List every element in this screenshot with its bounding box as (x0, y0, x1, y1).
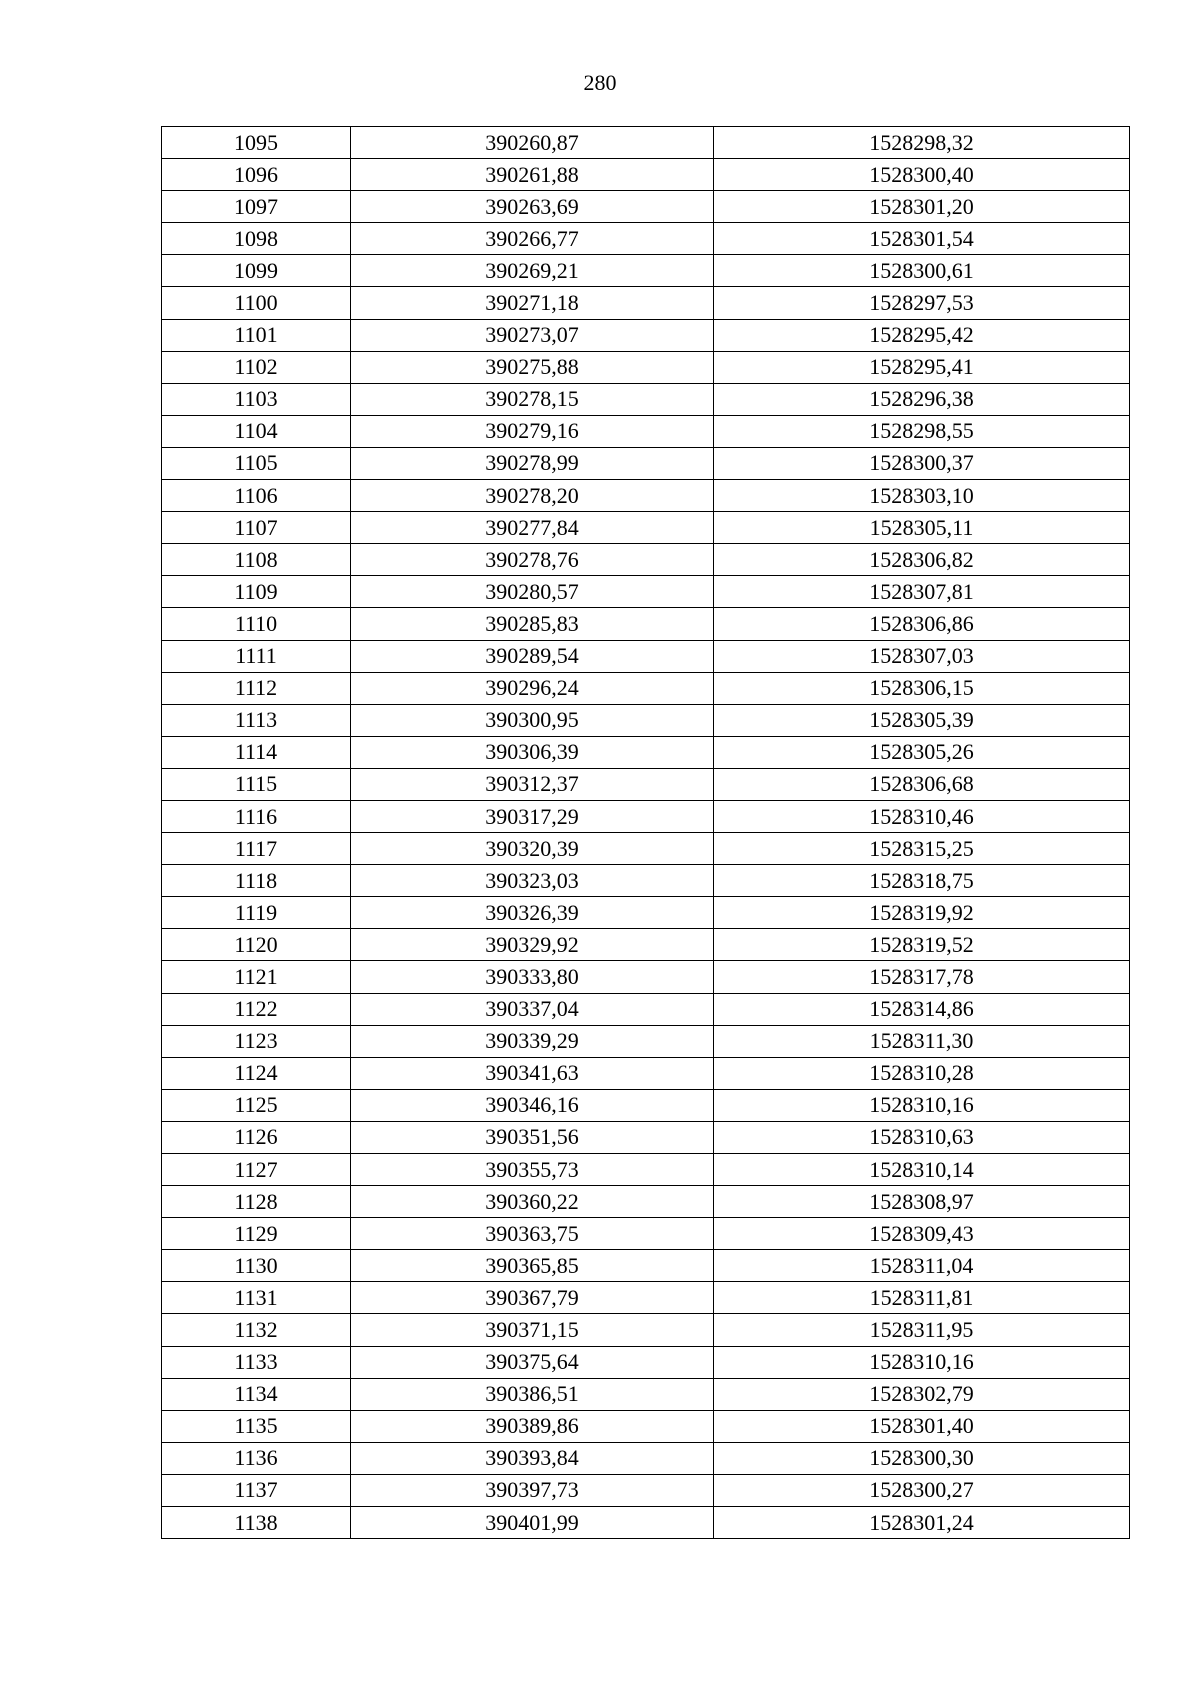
point-number-cell: 1121 (162, 961, 351, 993)
point-number-cell: 1130 (162, 1250, 351, 1282)
table-row (162, 544, 1130, 576)
y-coordinate-cell: 1528311,95 (714, 1314, 1130, 1346)
point-number-cell: 1131 (162, 1282, 351, 1314)
table-row (162, 704, 1130, 736)
table-row (162, 1057, 1130, 1089)
point-number-cell: 1102 (162, 351, 351, 383)
y-coordinate-cell: 1528306,68 (714, 768, 1130, 800)
x-coordinate-cell: 390278,76 (351, 544, 714, 576)
y-coordinate-cell: 1528317,78 (714, 961, 1130, 993)
x-coordinate-cell: 390271,18 (351, 287, 714, 319)
y-coordinate-cell: 1528318,75 (714, 865, 1130, 897)
table-row (162, 1314, 1130, 1346)
x-coordinate-cell: 390279,16 (351, 415, 714, 447)
x-coordinate-cell: 390260,87 (351, 127, 714, 159)
x-coordinate-cell: 390355,73 (351, 1154, 714, 1186)
table-row (162, 319, 1130, 351)
y-coordinate-cell: 1528319,92 (714, 897, 1130, 929)
y-coordinate-cell: 1528310,28 (714, 1057, 1130, 1089)
table-row (162, 961, 1130, 993)
x-coordinate-cell: 390280,57 (351, 576, 714, 608)
point-number-cell: 1106 (162, 480, 351, 512)
point-number-cell: 1125 (162, 1089, 351, 1121)
x-coordinate-cell: 390278,99 (351, 447, 714, 479)
table-row (162, 1089, 1130, 1121)
y-coordinate-cell: 1528300,40 (714, 159, 1130, 191)
table-row (162, 833, 1130, 865)
x-coordinate-cell: 390278,15 (351, 383, 714, 415)
x-coordinate-cell: 390326,39 (351, 897, 714, 929)
point-number-cell: 1112 (162, 672, 351, 704)
table-row (162, 415, 1130, 447)
x-coordinate-cell: 390296,24 (351, 672, 714, 704)
point-number-cell: 1104 (162, 415, 351, 447)
table-row (162, 608, 1130, 640)
point-number-cell: 1128 (162, 1186, 351, 1218)
x-coordinate-cell: 390371,15 (351, 1314, 714, 1346)
point-number-cell: 1098 (162, 223, 351, 255)
x-coordinate-cell: 390386,51 (351, 1378, 714, 1410)
point-number-cell: 1120 (162, 929, 351, 961)
table-row (162, 1442, 1130, 1474)
x-coordinate-cell: 390285,83 (351, 608, 714, 640)
table-row (162, 383, 1130, 415)
y-coordinate-cell: 1528315,25 (714, 833, 1130, 865)
table-body (162, 127, 1130, 1539)
x-coordinate-cell: 390289,54 (351, 640, 714, 672)
point-number-cell: 1095 (162, 127, 351, 159)
x-coordinate-cell: 390393,84 (351, 1442, 714, 1474)
y-coordinate-cell: 1528310,14 (714, 1154, 1130, 1186)
x-coordinate-cell: 390300,95 (351, 704, 714, 736)
y-coordinate-cell: 1528297,53 (714, 287, 1130, 319)
x-coordinate-cell: 390275,88 (351, 351, 714, 383)
y-coordinate-cell: 1528311,81 (714, 1282, 1130, 1314)
table-row (162, 223, 1130, 255)
point-number-cell: 1110 (162, 608, 351, 640)
table-row (162, 512, 1130, 544)
x-coordinate-cell: 390269,21 (351, 255, 714, 287)
x-coordinate-cell: 390333,80 (351, 961, 714, 993)
table-row (162, 1474, 1130, 1506)
table-row (162, 1025, 1130, 1057)
point-number-cell: 1097 (162, 191, 351, 223)
table-row (162, 447, 1130, 479)
table-row (162, 1250, 1130, 1282)
point-number-cell: 1115 (162, 768, 351, 800)
x-coordinate-cell: 390367,79 (351, 1282, 714, 1314)
point-number-cell: 1129 (162, 1218, 351, 1250)
table-row (162, 897, 1130, 929)
table-row (162, 1346, 1130, 1378)
table-row (162, 1378, 1130, 1410)
x-coordinate-cell: 390261,88 (351, 159, 714, 191)
point-number-cell: 1100 (162, 287, 351, 319)
table-row (162, 800, 1130, 832)
y-coordinate-cell: 1528311,30 (714, 1025, 1130, 1057)
x-coordinate-cell: 390389,86 (351, 1410, 714, 1442)
point-number-cell: 1113 (162, 704, 351, 736)
y-coordinate-cell: 1528300,27 (714, 1474, 1130, 1506)
y-coordinate-cell: 1528295,41 (714, 351, 1130, 383)
table-row (162, 1154, 1130, 1186)
table-row (162, 287, 1130, 319)
table-row (162, 1410, 1130, 1442)
table-row (162, 1186, 1130, 1218)
y-coordinate-cell: 1528300,61 (714, 255, 1130, 287)
y-coordinate-cell: 1528310,63 (714, 1121, 1130, 1153)
y-coordinate-cell: 1528300,30 (714, 1442, 1130, 1474)
table-row (162, 255, 1130, 287)
point-number-cell: 1119 (162, 897, 351, 929)
x-coordinate-cell: 390273,07 (351, 319, 714, 351)
x-coordinate-cell: 390363,75 (351, 1218, 714, 1250)
point-number-cell: 1127 (162, 1154, 351, 1186)
table-row (162, 191, 1130, 223)
point-number-cell: 1101 (162, 319, 351, 351)
y-coordinate-cell: 1528307,81 (714, 576, 1130, 608)
point-number-cell: 1132 (162, 1314, 351, 1346)
point-number-cell: 1108 (162, 544, 351, 576)
point-number-cell: 1107 (162, 512, 351, 544)
y-coordinate-cell: 1528305,26 (714, 736, 1130, 768)
x-coordinate-cell: 390266,77 (351, 223, 714, 255)
point-number-cell: 1118 (162, 865, 351, 897)
point-number-cell: 1136 (162, 1442, 351, 1474)
table-row (162, 929, 1130, 961)
point-number-cell: 1133 (162, 1346, 351, 1378)
point-number-cell: 1135 (162, 1410, 351, 1442)
table-row (162, 127, 1130, 159)
table-row (162, 768, 1130, 800)
y-coordinate-cell: 1528305,11 (714, 512, 1130, 544)
x-coordinate-cell: 390317,29 (351, 800, 714, 832)
y-coordinate-cell: 1528319,52 (714, 929, 1130, 961)
x-coordinate-cell: 390323,03 (351, 865, 714, 897)
x-coordinate-cell: 390329,92 (351, 929, 714, 961)
point-number-cell: 1099 (162, 255, 351, 287)
point-number-cell: 1117 (162, 833, 351, 865)
y-coordinate-cell: 1528305,39 (714, 704, 1130, 736)
y-coordinate-cell: 1528310,16 (714, 1346, 1130, 1378)
y-coordinate-cell: 1528301,24 (714, 1507, 1130, 1539)
y-coordinate-cell: 1528306,86 (714, 608, 1130, 640)
table-row (162, 1121, 1130, 1153)
x-coordinate-cell: 390306,39 (351, 736, 714, 768)
x-coordinate-cell: 390360,22 (351, 1186, 714, 1218)
y-coordinate-cell: 1528295,42 (714, 319, 1130, 351)
y-coordinate-cell: 1528311,04 (714, 1250, 1130, 1282)
y-coordinate-cell: 1528298,55 (714, 415, 1130, 447)
table-row (162, 576, 1130, 608)
y-coordinate-cell: 1528310,16 (714, 1089, 1130, 1121)
x-coordinate-cell: 390401,99 (351, 1507, 714, 1539)
table-row (162, 351, 1130, 383)
y-coordinate-cell: 1528296,38 (714, 383, 1130, 415)
y-coordinate-cell: 1528306,82 (714, 544, 1130, 576)
x-coordinate-cell: 390341,63 (351, 1057, 714, 1089)
x-coordinate-cell: 390339,29 (351, 1025, 714, 1057)
y-coordinate-cell: 1528306,15 (714, 672, 1130, 704)
table-row (162, 159, 1130, 191)
point-number-cell: 1137 (162, 1474, 351, 1506)
point-number-cell: 1124 (162, 1057, 351, 1089)
x-coordinate-cell: 390365,85 (351, 1250, 714, 1282)
coordinates-table (161, 126, 1130, 1539)
table-row (162, 672, 1130, 704)
x-coordinate-cell: 390263,69 (351, 191, 714, 223)
point-number-cell: 1105 (162, 447, 351, 479)
table-row (162, 993, 1130, 1025)
page-number: 280 (583, 70, 617, 95)
table-row (162, 1282, 1130, 1314)
point-number-cell: 1103 (162, 383, 351, 415)
x-coordinate-cell: 390346,16 (351, 1089, 714, 1121)
point-number-cell: 1122 (162, 993, 351, 1025)
table-row (162, 736, 1130, 768)
point-number-cell: 1123 (162, 1025, 351, 1057)
point-number-cell: 1111 (162, 640, 351, 672)
x-coordinate-cell: 390351,56 (351, 1121, 714, 1153)
point-number-cell: 1126 (162, 1121, 351, 1153)
point-number-cell: 1096 (162, 159, 351, 191)
y-coordinate-cell: 1528314,86 (714, 993, 1130, 1025)
point-number-cell: 1114 (162, 736, 351, 768)
y-coordinate-cell: 1528298,32 (714, 127, 1130, 159)
y-coordinate-cell: 1528309,43 (714, 1218, 1130, 1250)
table-row (162, 1218, 1130, 1250)
point-number-cell: 1134 (162, 1378, 351, 1410)
table-row (162, 1507, 1130, 1539)
table-row (162, 865, 1130, 897)
x-coordinate-cell: 390277,84 (351, 512, 714, 544)
x-coordinate-cell: 390320,39 (351, 833, 714, 865)
x-coordinate-cell: 390278,20 (351, 480, 714, 512)
x-coordinate-cell: 390337,04 (351, 993, 714, 1025)
y-coordinate-cell: 1528307,03 (714, 640, 1130, 672)
table-row (162, 640, 1130, 672)
point-number-cell: 1138 (162, 1507, 351, 1539)
y-coordinate-cell: 1528301,20 (714, 191, 1130, 223)
point-number-cell: 1116 (162, 800, 351, 832)
y-coordinate-cell: 1528300,37 (714, 447, 1130, 479)
table-row (162, 480, 1130, 512)
point-number-cell: 1109 (162, 576, 351, 608)
x-coordinate-cell: 390397,73 (351, 1474, 714, 1506)
y-coordinate-cell: 1528302,79 (714, 1378, 1130, 1410)
x-coordinate-cell: 390375,64 (351, 1346, 714, 1378)
y-coordinate-cell: 1528301,40 (714, 1410, 1130, 1442)
y-coordinate-cell: 1528308,97 (714, 1186, 1130, 1218)
x-coordinate-cell: 390312,37 (351, 768, 714, 800)
y-coordinate-cell: 1528301,54 (714, 223, 1130, 255)
y-coordinate-cell: 1528310,46 (714, 800, 1130, 832)
y-coordinate-cell: 1528303,10 (714, 480, 1130, 512)
